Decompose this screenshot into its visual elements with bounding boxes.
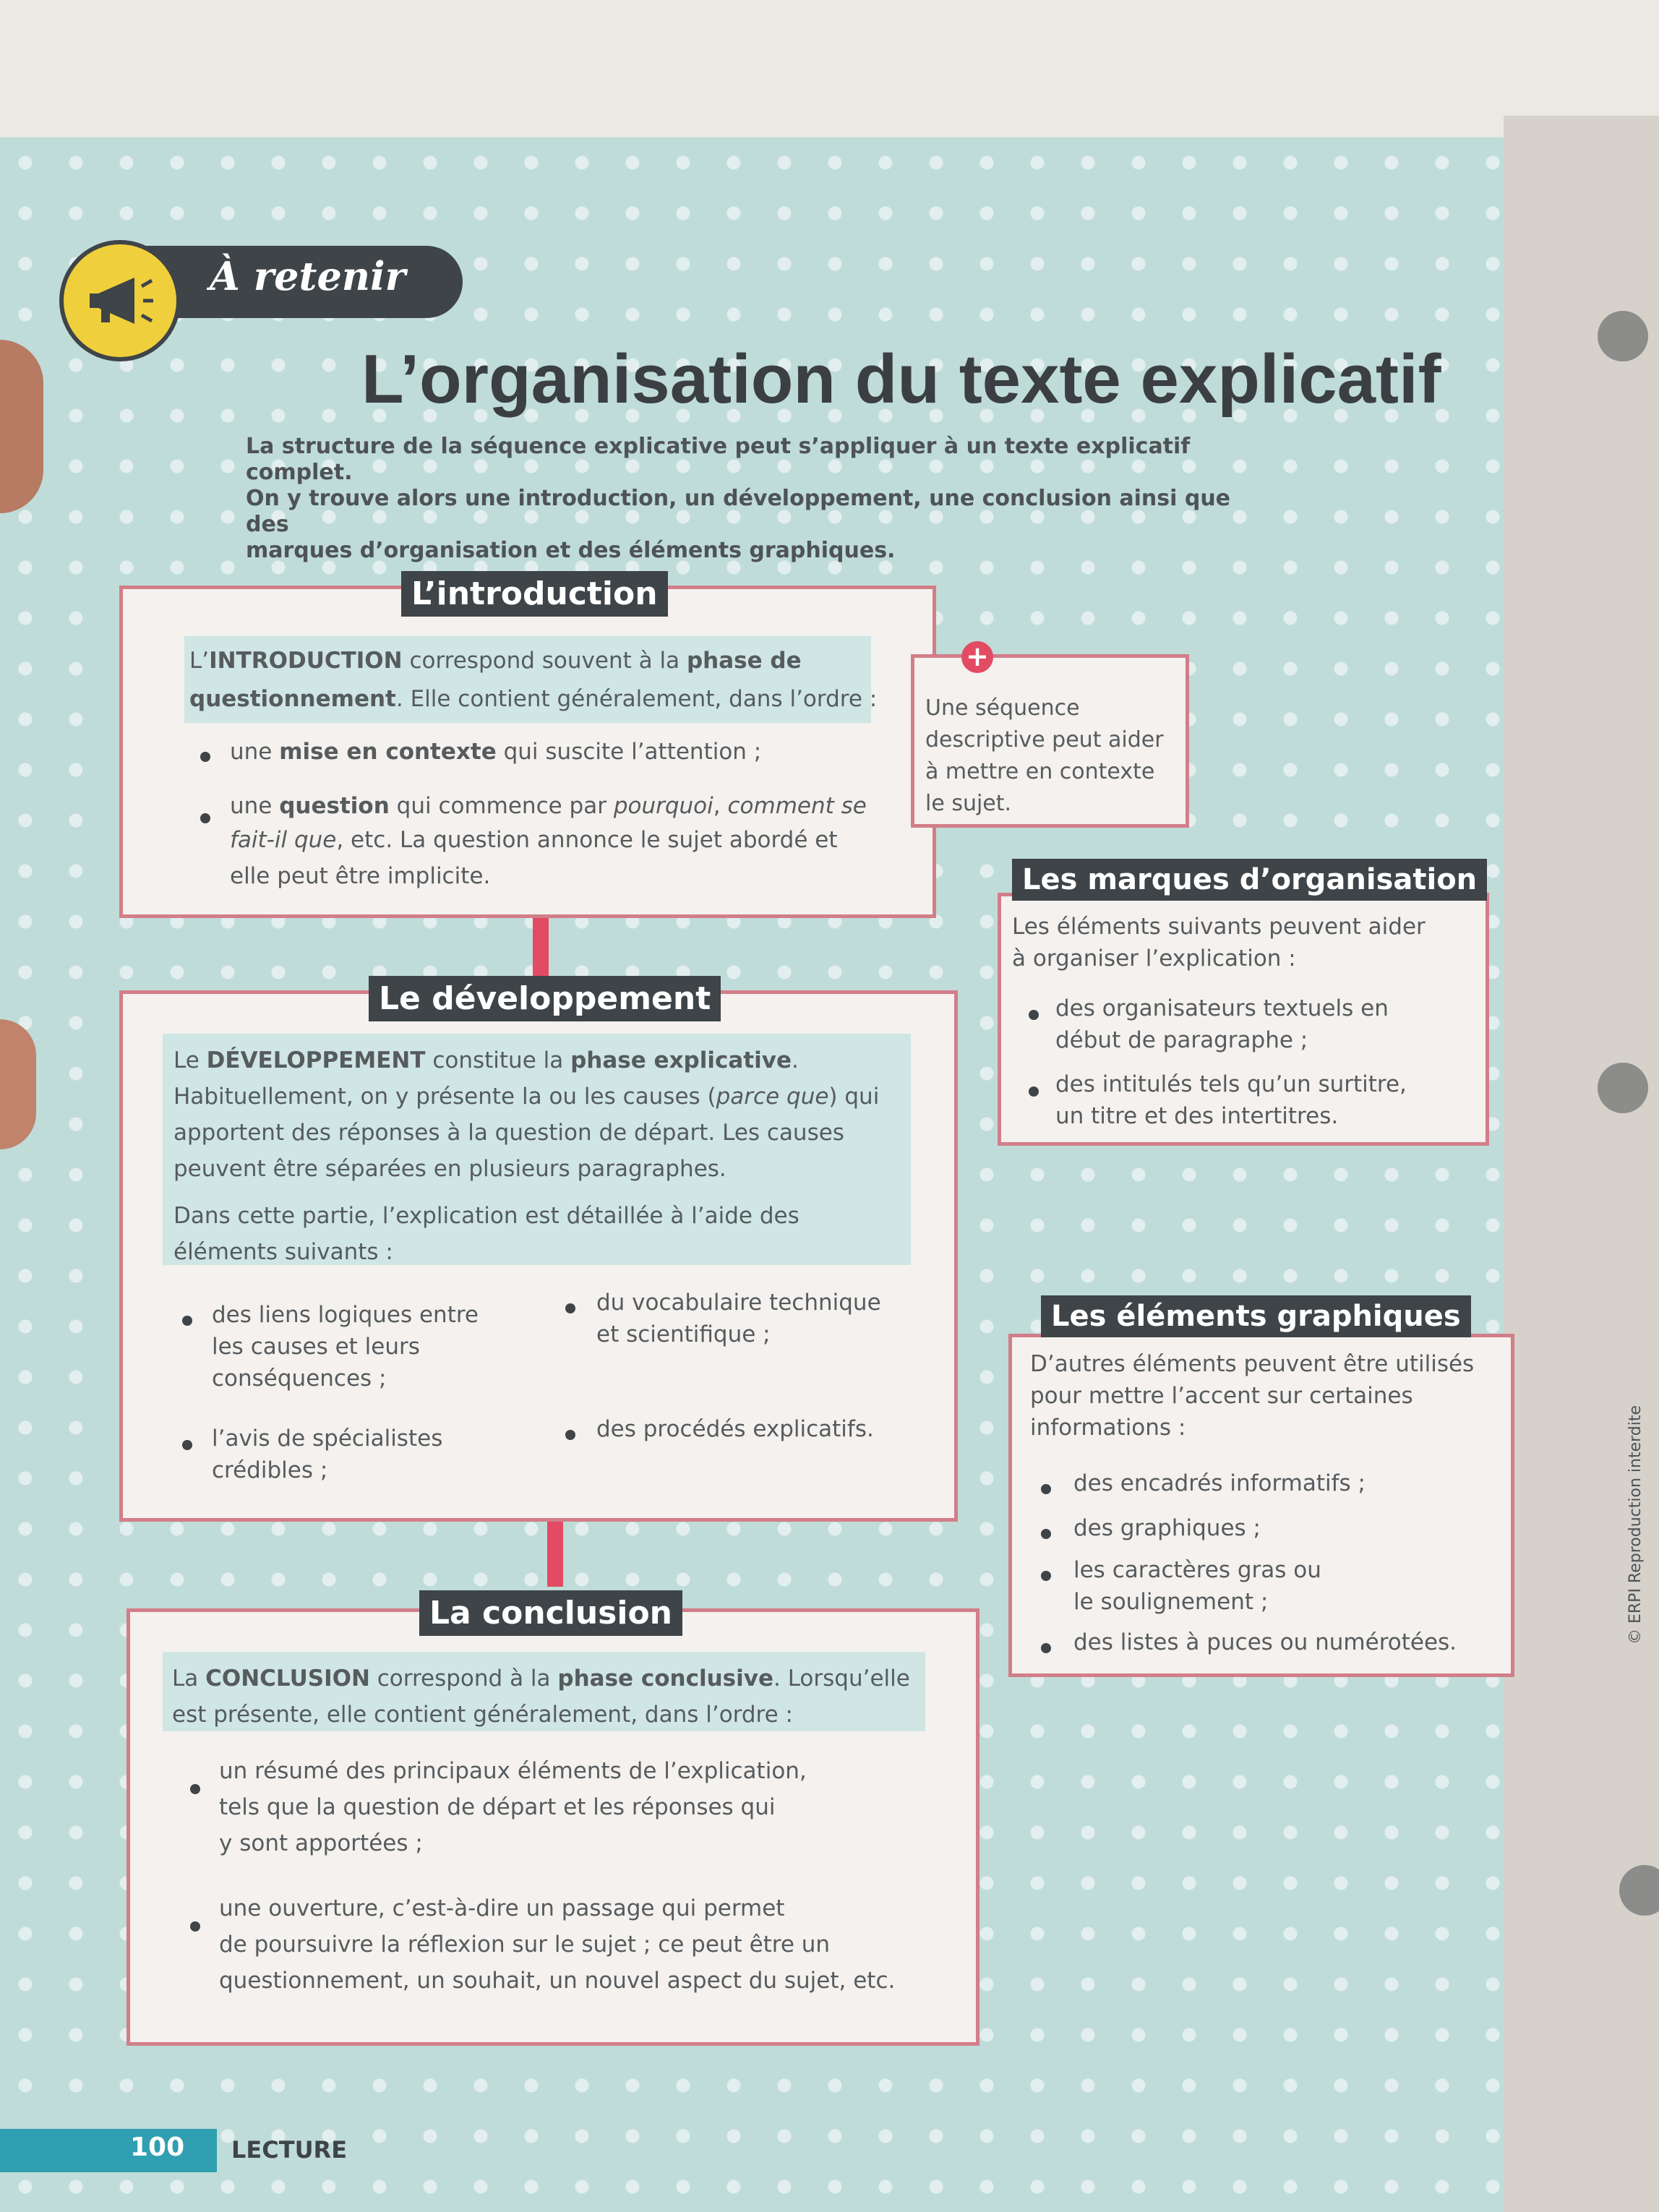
intro-line: marques d’organisation et des éléments graphiques. xyxy=(246,538,896,563)
developpement-paragraph: éléments suivants : xyxy=(173,1239,393,1265)
developpement-paragraph: Habituellement, on y présente la ou les causes (parce que) qui xyxy=(173,1084,880,1110)
marques-lead: Les éléments suivants peuvent aider à organiser l’explication : xyxy=(1012,914,1426,972)
developpement-paragraph: Le DÉVELOPPEMENT constitue la phase explicative. xyxy=(173,1047,799,1073)
bullet xyxy=(1041,1529,1051,1539)
list-item: des intitulés tels qu’un surtitre, un titre et des intertitres. xyxy=(1055,1071,1407,1129)
bullet xyxy=(182,1440,192,1450)
section-label: LECTURE xyxy=(231,2136,348,2164)
conclusion-paragraph: est présente, elle contient généralement, dans l’ordre : xyxy=(172,1702,793,1728)
binder-hole xyxy=(1598,1063,1648,1113)
bullet xyxy=(200,813,210,823)
introduction-heading: L’introduction xyxy=(401,571,668,617)
graphiques-heading: Les éléments graphiques xyxy=(1041,1295,1471,1337)
thumb xyxy=(0,1019,36,1149)
marques-heading: Les marques d’organisation xyxy=(1012,859,1487,901)
list-item: les caractères gras ou le soulignement ; xyxy=(1073,1557,1321,1615)
bullet xyxy=(1029,1010,1039,1020)
connector-bar xyxy=(547,1522,563,1587)
bullet xyxy=(200,752,210,762)
developpement-paragraph: Dans cette partie, l’explication est détaillée à l’aide des xyxy=(173,1203,800,1229)
list-item: une ouverture, c’est-à-dire un passage qui permet de poursuivre la réflexion sur le sujet ; ce peut être un questionnement, un souhait, un nouvel aspect du sujet, etc. xyxy=(219,1895,896,1994)
list-item: elle peut être implicite. xyxy=(230,863,491,889)
list-item: des liens logiques entre les causes et leurs conséquences ; xyxy=(212,1302,479,1392)
list-item: une mise en contexte qui suscite l’attention ; xyxy=(230,739,762,765)
list-item: du vocabulaire technique et scientifique ; xyxy=(596,1290,881,1347)
thumb xyxy=(0,340,43,513)
page-number: 100 xyxy=(130,2132,185,2162)
intro-line: La structure de la séquence explicative peut s’appliquer à un texte explicatif complet. xyxy=(246,434,1191,485)
intro-paragraph xyxy=(246,434,1272,564)
bullet xyxy=(190,1784,200,1794)
list-item: un résumé des principaux éléments de l’explication, tels que la question de départ et les réponses qui y sont apportées ; xyxy=(219,1758,807,1856)
binder-hole xyxy=(1598,311,1648,361)
bullet xyxy=(565,1303,575,1313)
bullet xyxy=(1041,1484,1051,1494)
page-title: L’organisation du texte explicatif xyxy=(361,340,1441,418)
conclusion-heading: La conclusion xyxy=(419,1590,682,1636)
developpement-paragraph: peuvent être séparées en plusieurs paragraphes. xyxy=(173,1156,726,1182)
list-item: des procédés explicatifs. xyxy=(596,1416,874,1442)
banner-label: À retenir xyxy=(210,253,406,299)
list-item: l’avis de spécialistes crédibles ; xyxy=(212,1426,443,1483)
introduction-lead: questionnement. Elle contient généralement, dans l’ordre : xyxy=(189,686,878,712)
list-item: une question qui commence par pourquoi, comment se xyxy=(230,793,867,819)
bullet xyxy=(1029,1086,1039,1097)
bullet xyxy=(190,1921,200,1932)
copyright: © ERPI Reproduction interdite xyxy=(1626,1405,1645,1645)
developpement-paragraph: apportent des réponses à la question de départ. Les causes xyxy=(173,1120,844,1146)
list-item: fait-il que, etc. La question annonce le sujet abordé et xyxy=(230,827,838,853)
bullet xyxy=(565,1430,575,1440)
bullet xyxy=(1041,1643,1051,1653)
developpement-heading: Le développement xyxy=(369,976,721,1021)
list-item: des listes à puces ou numérotées. xyxy=(1073,1629,1457,1655)
list-item: des graphiques ; xyxy=(1073,1515,1261,1541)
megaphone-icon xyxy=(59,240,181,361)
plus-note-text: Une séquence descriptive peut aider à mettre en contexte le sujet. xyxy=(925,695,1164,816)
introduction-lead: L’INTRODUCTION correspond souvent à la phase de xyxy=(189,648,802,674)
list-item: des encadrés informatifs ; xyxy=(1073,1470,1366,1496)
plus-icon: + xyxy=(961,641,993,673)
background-top xyxy=(0,0,1659,137)
bullet xyxy=(1041,1571,1051,1581)
connector-bar xyxy=(533,918,549,976)
conclusion-paragraph: La CONCLUSION correspond à la phase conclusive. Lorsqu’elle xyxy=(172,1666,910,1692)
intro-line: On y trouve alors une introduction, un développement, une conclusion ainsi que des xyxy=(246,486,1231,537)
list-item: des organisateurs textuels en début de paragraphe ; xyxy=(1055,995,1389,1053)
bullet xyxy=(182,1316,192,1326)
graphiques-lead: D’autres éléments peuvent être utilisés pour mettre l’accent sur certaines informations : xyxy=(1030,1351,1475,1441)
